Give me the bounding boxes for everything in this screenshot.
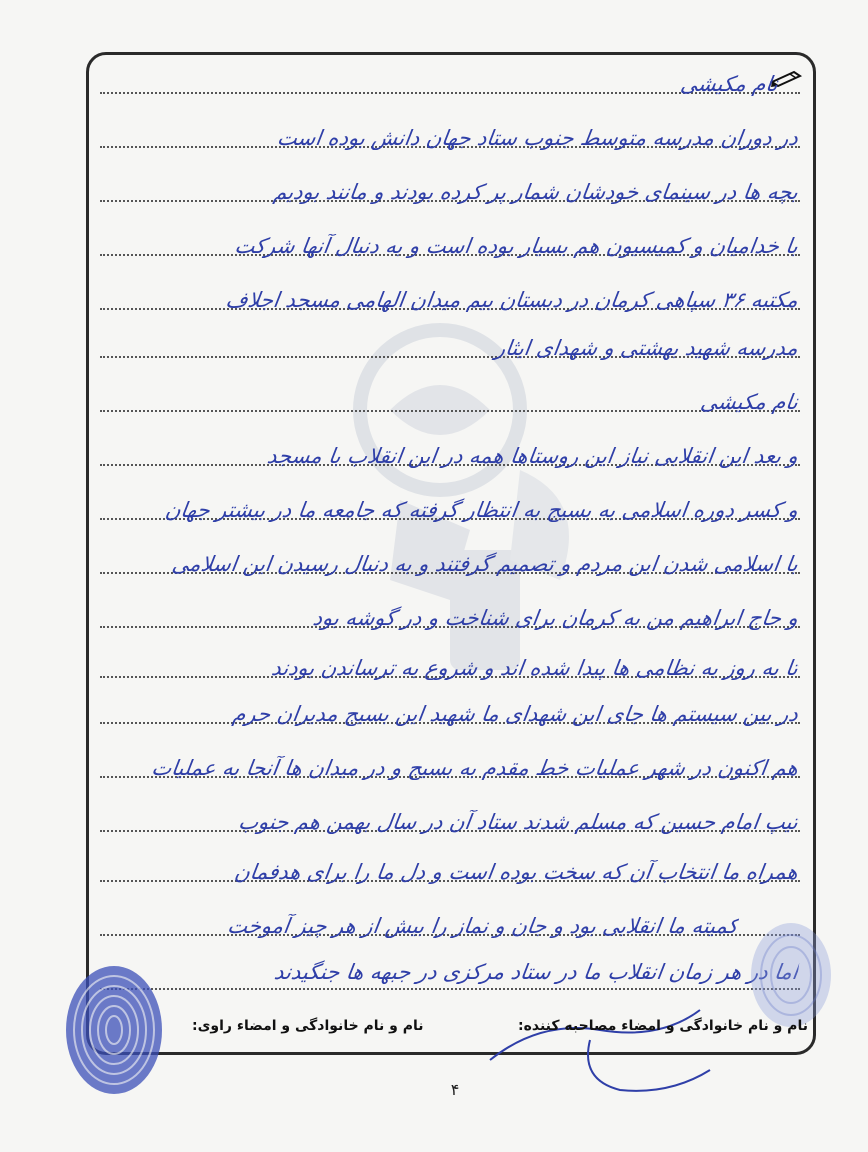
handwritten-line: تا به روز به نظامی ها پیدا شده اند و شروع به ترساندن بودند	[269, 656, 800, 680]
handwritten-line: و حاج ابراهیم من به کرمان برای شناخت و در گوشه بود	[311, 606, 800, 630]
handwritten-line: تیپ امام حسین که مسلم شدند ستاد آن در سال بهمن هم جنوب	[236, 810, 800, 834]
handwritten-line: بچه ها در سینمای خودشان شمار پر کرده بودند و مانند بودیم	[271, 180, 800, 204]
handwritten-line: در بین سیستم ها جای این شهدای ما شهید این بسیج مدیران حرم	[231, 702, 800, 726]
handwritten-line: با خدامیان و کمیسیون هم بسیار بوده است و به دنبال آنها شرکت	[233, 234, 800, 258]
fingerprint-left	[62, 962, 166, 1098]
signature	[480, 1000, 720, 1100]
handwritten-heading: نام مکیشی	[678, 72, 780, 96]
fingerprint-right	[748, 920, 834, 1030]
handwritten-line: مدرسه شهید بهشتی و شهدای ایثار	[493, 336, 800, 360]
narrator-signature-label: نام و نام خانوادگی و امضاء راوی:	[192, 1018, 424, 1034]
handwritten-line: و بعد این انقلابی نیاز این روستاها همه در این انقلاب با مسجد	[265, 444, 800, 468]
handwritten-line: همراه ما انتخاب آن که سخت بوده است و دل ما را برای هدفمان	[232, 860, 800, 884]
interviewer-signature-label: نام و نام خانوادگی و امضاء مصاحبه کننده:	[518, 1018, 808, 1034]
handwritten-line: هم اکنون در شهر عملیات خط مقدم به بسیج و در میدان ها آنجا به عملیات	[149, 756, 800, 780]
handwritten-subheading: نام مکیشی	[698, 390, 800, 414]
handwritten-line: با اسلامی شدن این مردم و تصمیم گرفتند و به دنبال رسیدن این اسلامی	[170, 552, 800, 576]
handwritten-line: در دوران مدرسه متوسط جنوب ستاد جهان دانش بوده است	[275, 126, 800, 150]
handwritten-line: مکتبه ۳۶ سپاهی کرمان در دبستان بیم میدان الهامی مسجد اجلاف	[224, 288, 800, 312]
ruled-line	[100, 988, 800, 990]
handwritten-line: کمیته ما انقلابی بود و جان و نماز را بیش از هر چیز آموخت	[225, 914, 740, 938]
handwritten-line: اما در هر زمان انقلاب ما در ستاد مرکزی در جبهه ها جنگیدند	[272, 960, 800, 984]
handwritten-line: و کسر دوره اسلامی به بسیج به انتظار گرفته که جامعه ما در بیشتر جهان	[163, 498, 800, 522]
page-number: ۴	[450, 1080, 460, 1099]
